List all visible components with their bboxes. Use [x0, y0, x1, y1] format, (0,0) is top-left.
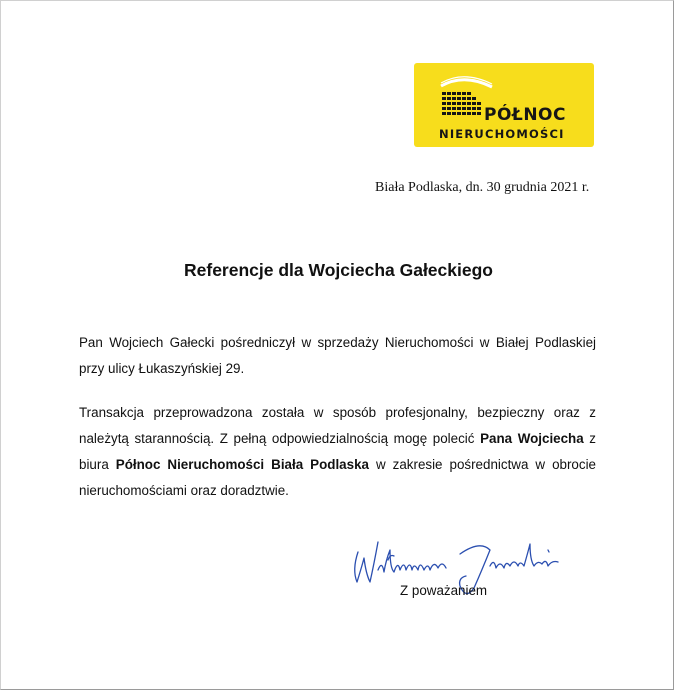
paragraph-2-text-1: Transakcja przeprowadzona została w sposób profesjonalny, bezpieczny oraz z należytą starannością. Z pełną odpowiedzialnością mogę polecić [79, 405, 596, 446]
recommended-person: Pana Wojciecha [480, 431, 584, 446]
date-line: Biała Podlaska, dn. 30 grudnia 2021 r. [375, 180, 590, 195]
office-name: Północ Nieruchomości Biała Podlaska [115, 457, 369, 472]
page-title: Referencje dla Wojciecha Gałeckiego [184, 260, 493, 280]
paragraph-2 [79, 400, 596, 504]
paragraph-1: Pan Wojciech Gałecki pośredniczył w sprzedaży Nieruchomości w Białej Podlaskiej przy ulicy Łukaszyńskiej 29. [79, 335, 596, 376]
logo-brand-sub: NIERUCHOMOŚCI [439, 127, 565, 141]
closing-phrase: Z poważaniem [400, 583, 488, 598]
logo-brand-name: PÓŁNOC [484, 105, 566, 125]
paragraph-2-text-2: z biura [79, 431, 596, 472]
paragraph-2-text-3: w zakresie pośrednictwa w obrocie nieruchomościami oraz doradztwie. [79, 457, 596, 498]
